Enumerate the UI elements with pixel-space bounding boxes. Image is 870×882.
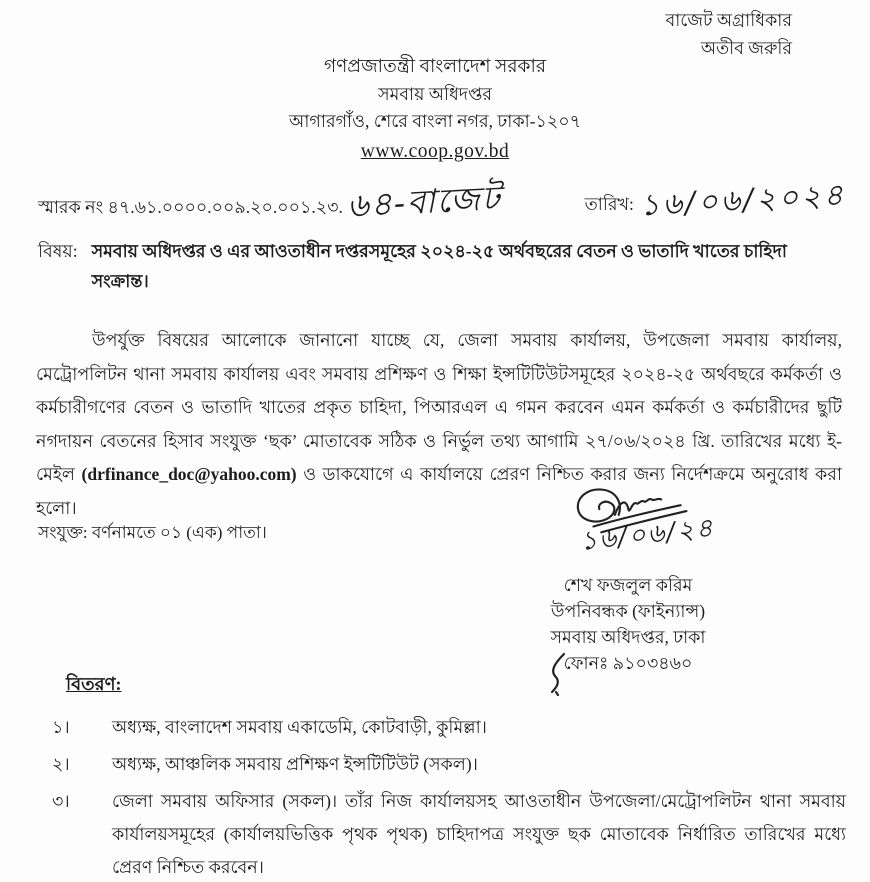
signatory-designation: উপনিবন্ধক (ফাইন্যান্স) (550, 601, 706, 621)
priority-line-budget: বাজেট অগ্রাধিকার (665, 10, 792, 30)
government-name: গণপ্রজাতন্ত্রী বাংলাদেশ সরকার (323, 57, 547, 77)
list-item-number: ৩। (52, 791, 70, 811)
website-link[interactable]: www.coop.gov.bd (360, 141, 510, 162)
memo-number-printed: স্মারক নং ৪৭.৬১.০০০০.০০৯.২০.০০১.২৩. (38, 197, 343, 217)
letterhead (0, 54, 870, 165)
list-item-text: অধ্যক্ষ, বাংলাদেশ সমবায় একাডেমি, কোটবাড়ী, কুমিল্লা। (112, 717, 487, 737)
signatory-phone: ফোনঃ ৯১০৩৪৬০ (563, 653, 693, 673)
list-item (38, 785, 846, 882)
website-row (0, 138, 870, 165)
list-item (38, 711, 846, 744)
memo-number-handwritten: ৬৪-বাজেট (345, 177, 503, 226)
distribution-heading: বিতরণ: (66, 674, 122, 694)
list-item-number: ১। (52, 717, 70, 737)
list-item (38, 748, 846, 781)
body-text-before-email: উপর্যুক্ত বিষয়ের আলোকে জানানো যাচ্ছে যে, জেলা সমবায় কার্যালয়, উপজেলা সমবায় কার্যালয়, মেট্রোপলিটন থানা সমবায় কার্যালয় এবং সমবায় প্রশিক্ষণ ও শিক্ষা ইন্সটিটিউটসমূহের ২০২৪-২৫ অর্থবছরে কর্মকর্তা ও কর্মচারীগণের বেতন ও ভাতাদি খাতের প্রকৃত চাহিদা, পিআরএল এ গমন করবেন এমন কর্মকর্তা ও কর্মচারীদের ছুটি নগদায়ন বেতনের হিসাব সংযুক্ত ‘ছক’ মোতাবেক সঠিক ও নির্ভুল তথ্য আগামি ২৭/০৬/২০২৪ খ্রি. তারিখের মধ্যে ই-মেইল (36, 330, 842, 484)
signatory-office: সমবায় অধিদপ্তর, ঢাকা (550, 627, 706, 647)
signature-art (500, 482, 756, 572)
memo-row (38, 176, 846, 230)
email-address: (drfinance_doc@yahoo.com) (81, 464, 297, 484)
distribution-section (38, 670, 846, 882)
date-handwritten: ১৬/০৬/২০২৪ (638, 177, 847, 224)
list-item-number: ২। (52, 754, 70, 774)
signatory-name: শেখ ফজলুল করিম (563, 575, 693, 595)
list-item-text: অধ্যক্ষ, আঞ্চলিক সমবায় প্রশিক্ষণ ইন্সটিটিউট (সকল)। (112, 754, 478, 774)
date-label: তারিখ: (584, 194, 634, 214)
memo-number (38, 176, 502, 232)
list-item-text: জেলা সমবায় অফিসার (সকল)। তাঁর নিজ কার্যালয়সহ আওতাধীন উপজেলা/মেট্রোপলিটন থানা সমবায় কার্যালয়সমূহের (কার্যালয়ভিত্তিক পৃথক পৃথক) চাহিদাপত্র সংযুক্ত ছক মোতাবেক নির্ধারিত তারিখের মধ্যে প্রেরণ নিশ্চিত করবেন। (112, 791, 846, 877)
signature-block (500, 482, 756, 676)
priority-line-urgent: অতীব জরুরি (700, 38, 792, 58)
department-name: সমবায় অধিদপ্তর (378, 84, 492, 104)
subject-text: সমবায় অধিদপ্তর ও এর আওতাধীন দপ্তরসমূহের ২০২৪-২৫ অর্থবছরের বেতন ও ভাতাদি খাতের চাহিদা সংক্রান্ত। (91, 241, 787, 291)
attachment-note: সংযুক্ত: বর্ণনামতে ০১ (এক) পাতা। (38, 523, 267, 542)
subject-row (38, 236, 844, 296)
office-address: আগারগাঁও, শেরে বাংলা নগর, ঢাকা-১২০৭ (289, 111, 581, 131)
subject-label: বিষয়: (38, 241, 78, 261)
body-text-after-email: ও ডাকযোগে এ কার্যালয়ে প্রেরণ নিশ্চিত করার জন্য নির্দেশক্রমে অনুরোধ করা হলো। (36, 464, 842, 518)
signature-date-handwritten: ১৬/০৬/২৪ (578, 513, 717, 557)
memo-date (585, 176, 846, 227)
